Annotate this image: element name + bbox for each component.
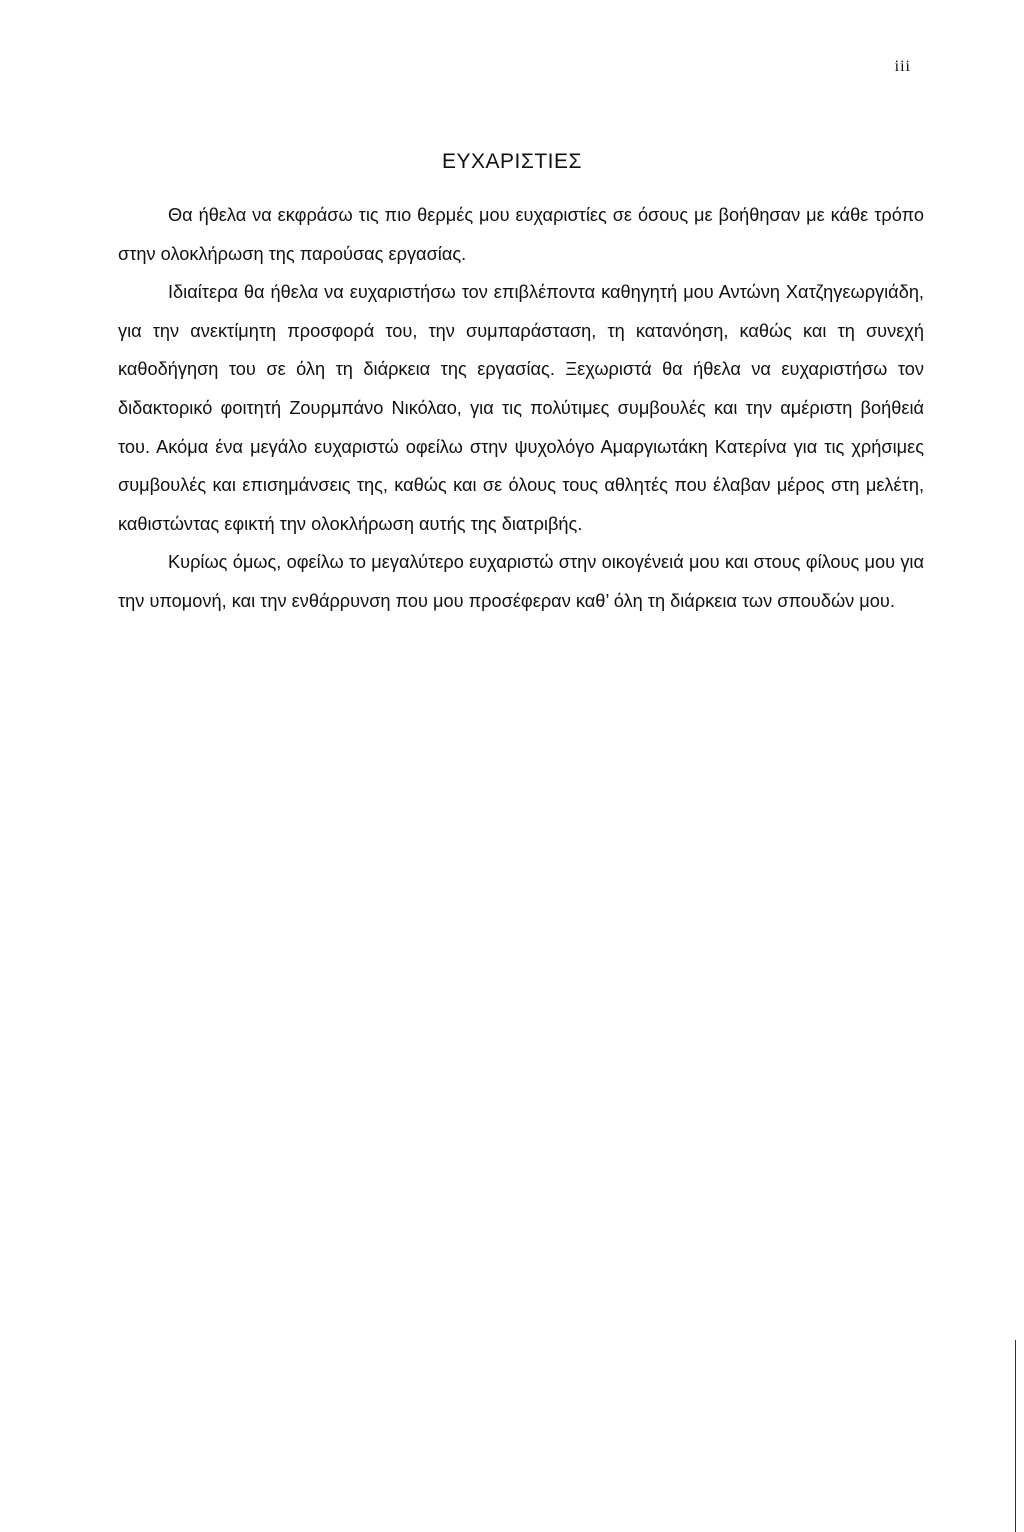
scan-edge-line <box>1015 1340 1016 1532</box>
paragraph-thanks: Ιδιαίτερα θα ήθελα να ευχαριστήσω τον επιβλέποντα καθηγητή μου Αντώνη Χατζηγεωργιάδη, για την ανεκτίμητη προσφορά του, την συμπαράσταση, τη κατανόηση, καθώς και τη συνεχή καθοδήγηση του σε όλη τη διάρκεια της εργασίας. Ξεχωριστά θα ήθελα να ευχαριστήσω τον διδακτορικό φοιτητή Ζουρμπάνο Νικόλαο, για τις πολύτιμες συμβουλές και την αμέριστη βοήθειά του. Ακόμα ένα μεγάλο ευχαριστώ οφείλω στην ψυχολόγο Αμαργιωτάκη Κατερίνα για τις χρήσιμες συμβουλές και επισημάνσεις της, καθώς και σε όλους τους αθλητές που έλαβαν μέρος στη μελέτη, καθιστώντας εφικτή την ολοκλήρωση αυτής της διατριβής. <box>118 282 924 534</box>
page-number: iii <box>894 58 911 75</box>
paragraph-intro: Θα ήθελα να εκφράσω τις πιο θερμές μου ευχαριστίες σε όσους με βοήθησαν με κάθε τρόπο στην ολοκλήρωση της παρούσας εργασίας. <box>118 205 924 264</box>
acknowledgements-body <box>118 196 924 621</box>
page-title: ΕΥΧΑΡΙΣΤΙΕΣ <box>441 150 582 173</box>
paragraph-family: Κυρίως όμως, οφείλω το μεγαλύτερο ευχαριστώ στην οικογένειά μου και στους φίλους μου για την υπομονή, και την ενθάρρυνση που μου προσέφεραν καθ’ όλη τη διάρκεια των σπουδών μου. <box>118 552 924 611</box>
